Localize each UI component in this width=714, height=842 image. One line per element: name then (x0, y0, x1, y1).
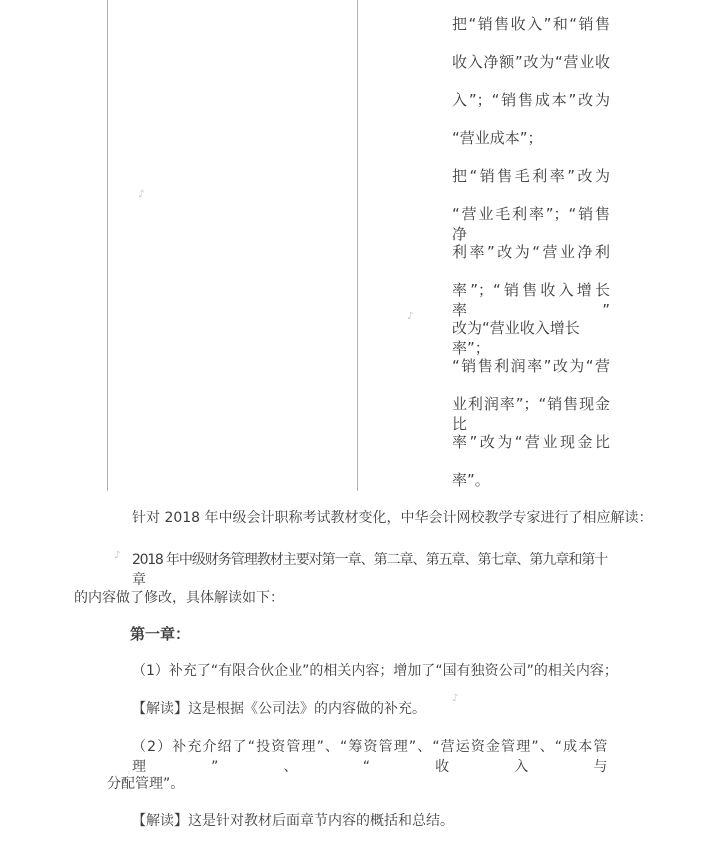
anchor-mark-icon: ♪ (114, 550, 121, 561)
paragraph-line: 的内容做了修改，具体解读如下： (74, 590, 284, 606)
table-cell-text-line: 利率”改为“营业净利 (452, 243, 610, 261)
table-cell-text-line: “营业成本”； (452, 129, 543, 147)
table-cell-text-line: 改为“营业收入增长率”； (452, 319, 580, 357)
table-cell-text-line: 把“销售收入”和“销售 (452, 15, 610, 33)
table-cell-text-line: 率”改为“营业现金比 (452, 433, 610, 451)
table-cell-text-line: 把“销售毛利率”改为 (452, 167, 610, 185)
paragraph-line: 分配管理”。 (107, 776, 185, 792)
paragraph-line: 2018 年中级财务管理教材主要对第一章、第二章、第五章、第七章、第九章和第十章 (132, 552, 607, 588)
paragraph-line: 针对 2018 年中级会计职称考试教材变化，中华会计网校教学专家进行了相应解读： (132, 510, 653, 526)
table-cell-text-line: 入”；“销售成本”改为 (452, 91, 610, 109)
interpretation-line: 【解读】这是根据《公司法》的内容做的补充。 (132, 701, 426, 717)
anchor-mark-icon: ♪ (452, 693, 459, 704)
table-cell-text-line: 率”。 (452, 471, 490, 489)
interpretation-line: 【解读】这是针对教材后面章节内容的概括和总结。 (132, 813, 454, 829)
table-cell-text-line: 收入净额”改为“营业收 (452, 53, 610, 71)
table-border-right (357, 0, 358, 491)
table-cell-text-line: 业利润率”；“销售现金比 (452, 395, 610, 433)
table-cell-text-line: “销售利润率”改为“营 (452, 357, 610, 375)
paragraph-line: （1）补充了“有限合伙企业”的相关内容；增加了“国有独资公司”的相关内容； (132, 663, 618, 679)
paragraph-line: （2）补充介绍了“投资管理”、“筹资管理”、“营运资金管理”、“成本管理”、“收入与 (132, 739, 607, 775)
anchor-mark-icon: ♪ (407, 311, 414, 322)
table-border-left (107, 0, 108, 491)
anchor-mark-icon: ♪ (138, 189, 145, 200)
table-cell-text-line: 率”；“销售收入增长率” (452, 281, 610, 319)
chapter-heading: 第一章： (130, 625, 191, 643)
table-cell-text-line: “营业毛利率”；“销售净 (452, 205, 610, 243)
